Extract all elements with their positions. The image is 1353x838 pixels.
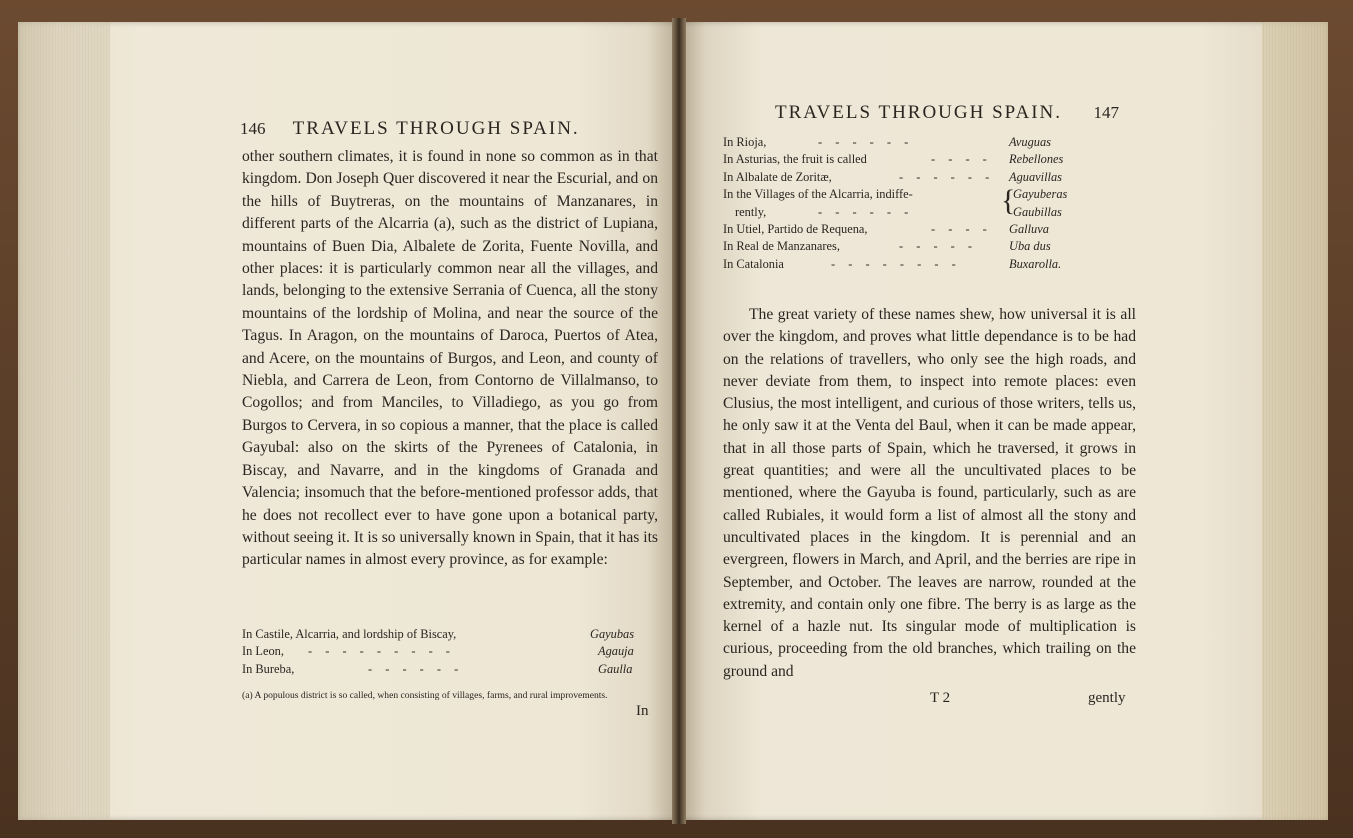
- list-item-place: In Asturias, the fruit is called: [723, 152, 867, 167]
- left-names-list: [242, 626, 658, 678]
- left-catchword: In: [636, 703, 649, 719]
- list-item: [723, 238, 1133, 255]
- list-item-place: In Catalonia: [723, 256, 784, 271]
- right-paragraph: The great variety of these names shew, how universal it is all over the kingdom, and proves what little dependance is to be had on the relations of travellers, who only see the high roads, and never deviate from them, to inspect into remote places: even Clusius, the most intelligent, and curious of those writers, tells us, he only saw it at the Venta del Baul, when it can be made appear, that in all those parts of Spain, which he traversed, it grows in great quantities; and were all the uncultivated places to be mentioned, where the Gayuba is found, particularly, such as are called Rubiales, it would form a list of almost all the stony and uncultivated places in the kingdom. It is perennial and an evergreen, flowers in March, and April, and the berries are ripe in September, and October. The leaves are narrow, rounded at the extremity, and contain only one fibre. The berry is as large as the kernel of a hazle nut. Its singular mode of multiplication is curious, proceeding from the old branches, which trailing on the ground and: [723, 306, 1136, 680]
- list-item-dashes: - - - -: [931, 221, 992, 236]
- list-item-dashes: - - - - -: [899, 239, 978, 254]
- right-page-number: 147: [1093, 103, 1120, 122]
- list-item: [242, 626, 658, 643]
- list-item-name: Avuguas: [1009, 135, 1051, 149]
- list-item-name: Galluva: [1009, 221, 1049, 236]
- list-item-place: In Albalate de Zoritæ,: [723, 169, 832, 184]
- left-page-number: 146: [240, 119, 266, 138]
- list-item-name: Gaubillas: [1013, 204, 1062, 219]
- list-item-place: In Bureba,: [242, 661, 295, 676]
- left-page-edges: [18, 22, 110, 820]
- list-item: [723, 256, 1133, 273]
- list-item-name: Gayubas: [590, 627, 635, 641]
- list-item-place: rently,: [735, 204, 767, 219]
- list-item-name: Buxarolla.: [1009, 256, 1062, 271]
- list-item: [723, 204, 1133, 221]
- right-names-list: [723, 134, 1133, 273]
- list-item-place: In Leon,: [242, 644, 284, 659]
- list-item: [242, 661, 658, 678]
- right-body: [723, 304, 1136, 683]
- list-item-place: In Rioja,: [723, 135, 767, 149]
- list-item-place: In Real de Manzanares,: [723, 239, 840, 254]
- left-body: [242, 146, 658, 572]
- list-item: [723, 134, 1133, 151]
- list-item-place: In Utiel, Partido de Requena,: [723, 221, 868, 236]
- list-item: [723, 169, 1133, 186]
- list-item-dashes: - - - - - -: [368, 661, 464, 676]
- list-item-place: In Castile, Alcarria, and lordship of Biscay,: [242, 627, 457, 641]
- list-item: [723, 221, 1133, 238]
- list-item: [723, 186, 1133, 203]
- left-header: [240, 118, 580, 140]
- list-item-name: Gaulla: [598, 661, 633, 676]
- list-item-name: Aguavillas: [1009, 169, 1062, 184]
- right-catchword: gently: [1088, 690, 1126, 706]
- list-item: [723, 151, 1133, 168]
- right-header: [775, 102, 1119, 124]
- list-item: [242, 643, 658, 660]
- list-item-dashes: - - - - - - - - -: [308, 644, 455, 659]
- list-item-dashes: - - - - - - - -: [831, 256, 961, 271]
- left-paragraph: other southern climates, it is found in none so common as in that kingdom. Don Joseph Quer discovered it near the Escurial, and on the hills of Buytreras, on the mountains of Manzanares, in different parts of the Alcarria (a), such as the district of Lupiana, mountains of Buen Dia, Albalete de Zorita, Fuente Novilla, and other places: it is particularly common near all the villages, and lands, belonging to the extensive Serrania of Cuenca, all the stony mountains of the lordship of Molina, and near the source of the Tagus. In Aragon, on the mountains of Daroca, Puertos of Atea, and Acere, on the mountains of Burgos, and Leon, and county of Niebla, and Carrera de Leon, from Contorno de Villalmanso, to Cogollos; and from Manciles, to Villadiego, as you go from Burgos to Cervera, in so copious a manner, that the place is called Gayubal: also on the skirts of the Pyrenees of Catalonia, in Biscay, and Navarre, and in the kingdoms of Granada and Valencia; insomuch that the before-mentioned professor adds, that he does not recollect ever to have gone upon a botanical party, without seeing it. It is so universally known in Spain, that it has its particular names in almost every province, as for example:: [242, 148, 658, 569]
- list-item-dashes: - - - - - -: [818, 135, 914, 149]
- right-running-head: TRAVELS THROUGH SPAIN.: [775, 102, 1063, 123]
- list-item-name: Rebellones: [1009, 152, 1064, 167]
- list-item-name: Gayuberas: [1013, 187, 1068, 202]
- list-item-place: In the Villages of the Alcarria, indiffe-: [723, 187, 913, 202]
- list-item-dashes: - - - - - -: [899, 169, 995, 184]
- book-gutter: [672, 18, 686, 824]
- list-item-name: Agauja: [598, 644, 634, 659]
- left-running-head: TRAVELS THROUGH SPAIN.: [292, 118, 580, 139]
- right-page-edges: [1262, 22, 1328, 820]
- list-item-dashes: - - - - - -: [818, 204, 914, 219]
- list-item-dashes: - - - -: [931, 152, 992, 167]
- left-footnote: (a) A populous district is so called, when consisting of villages, farms, and rural improvements.: [242, 690, 608, 701]
- list-item-name: Uba dus: [1009, 239, 1051, 254]
- right-signature: T 2: [930, 690, 951, 706]
- brace-icon: {: [1001, 184, 1016, 217]
